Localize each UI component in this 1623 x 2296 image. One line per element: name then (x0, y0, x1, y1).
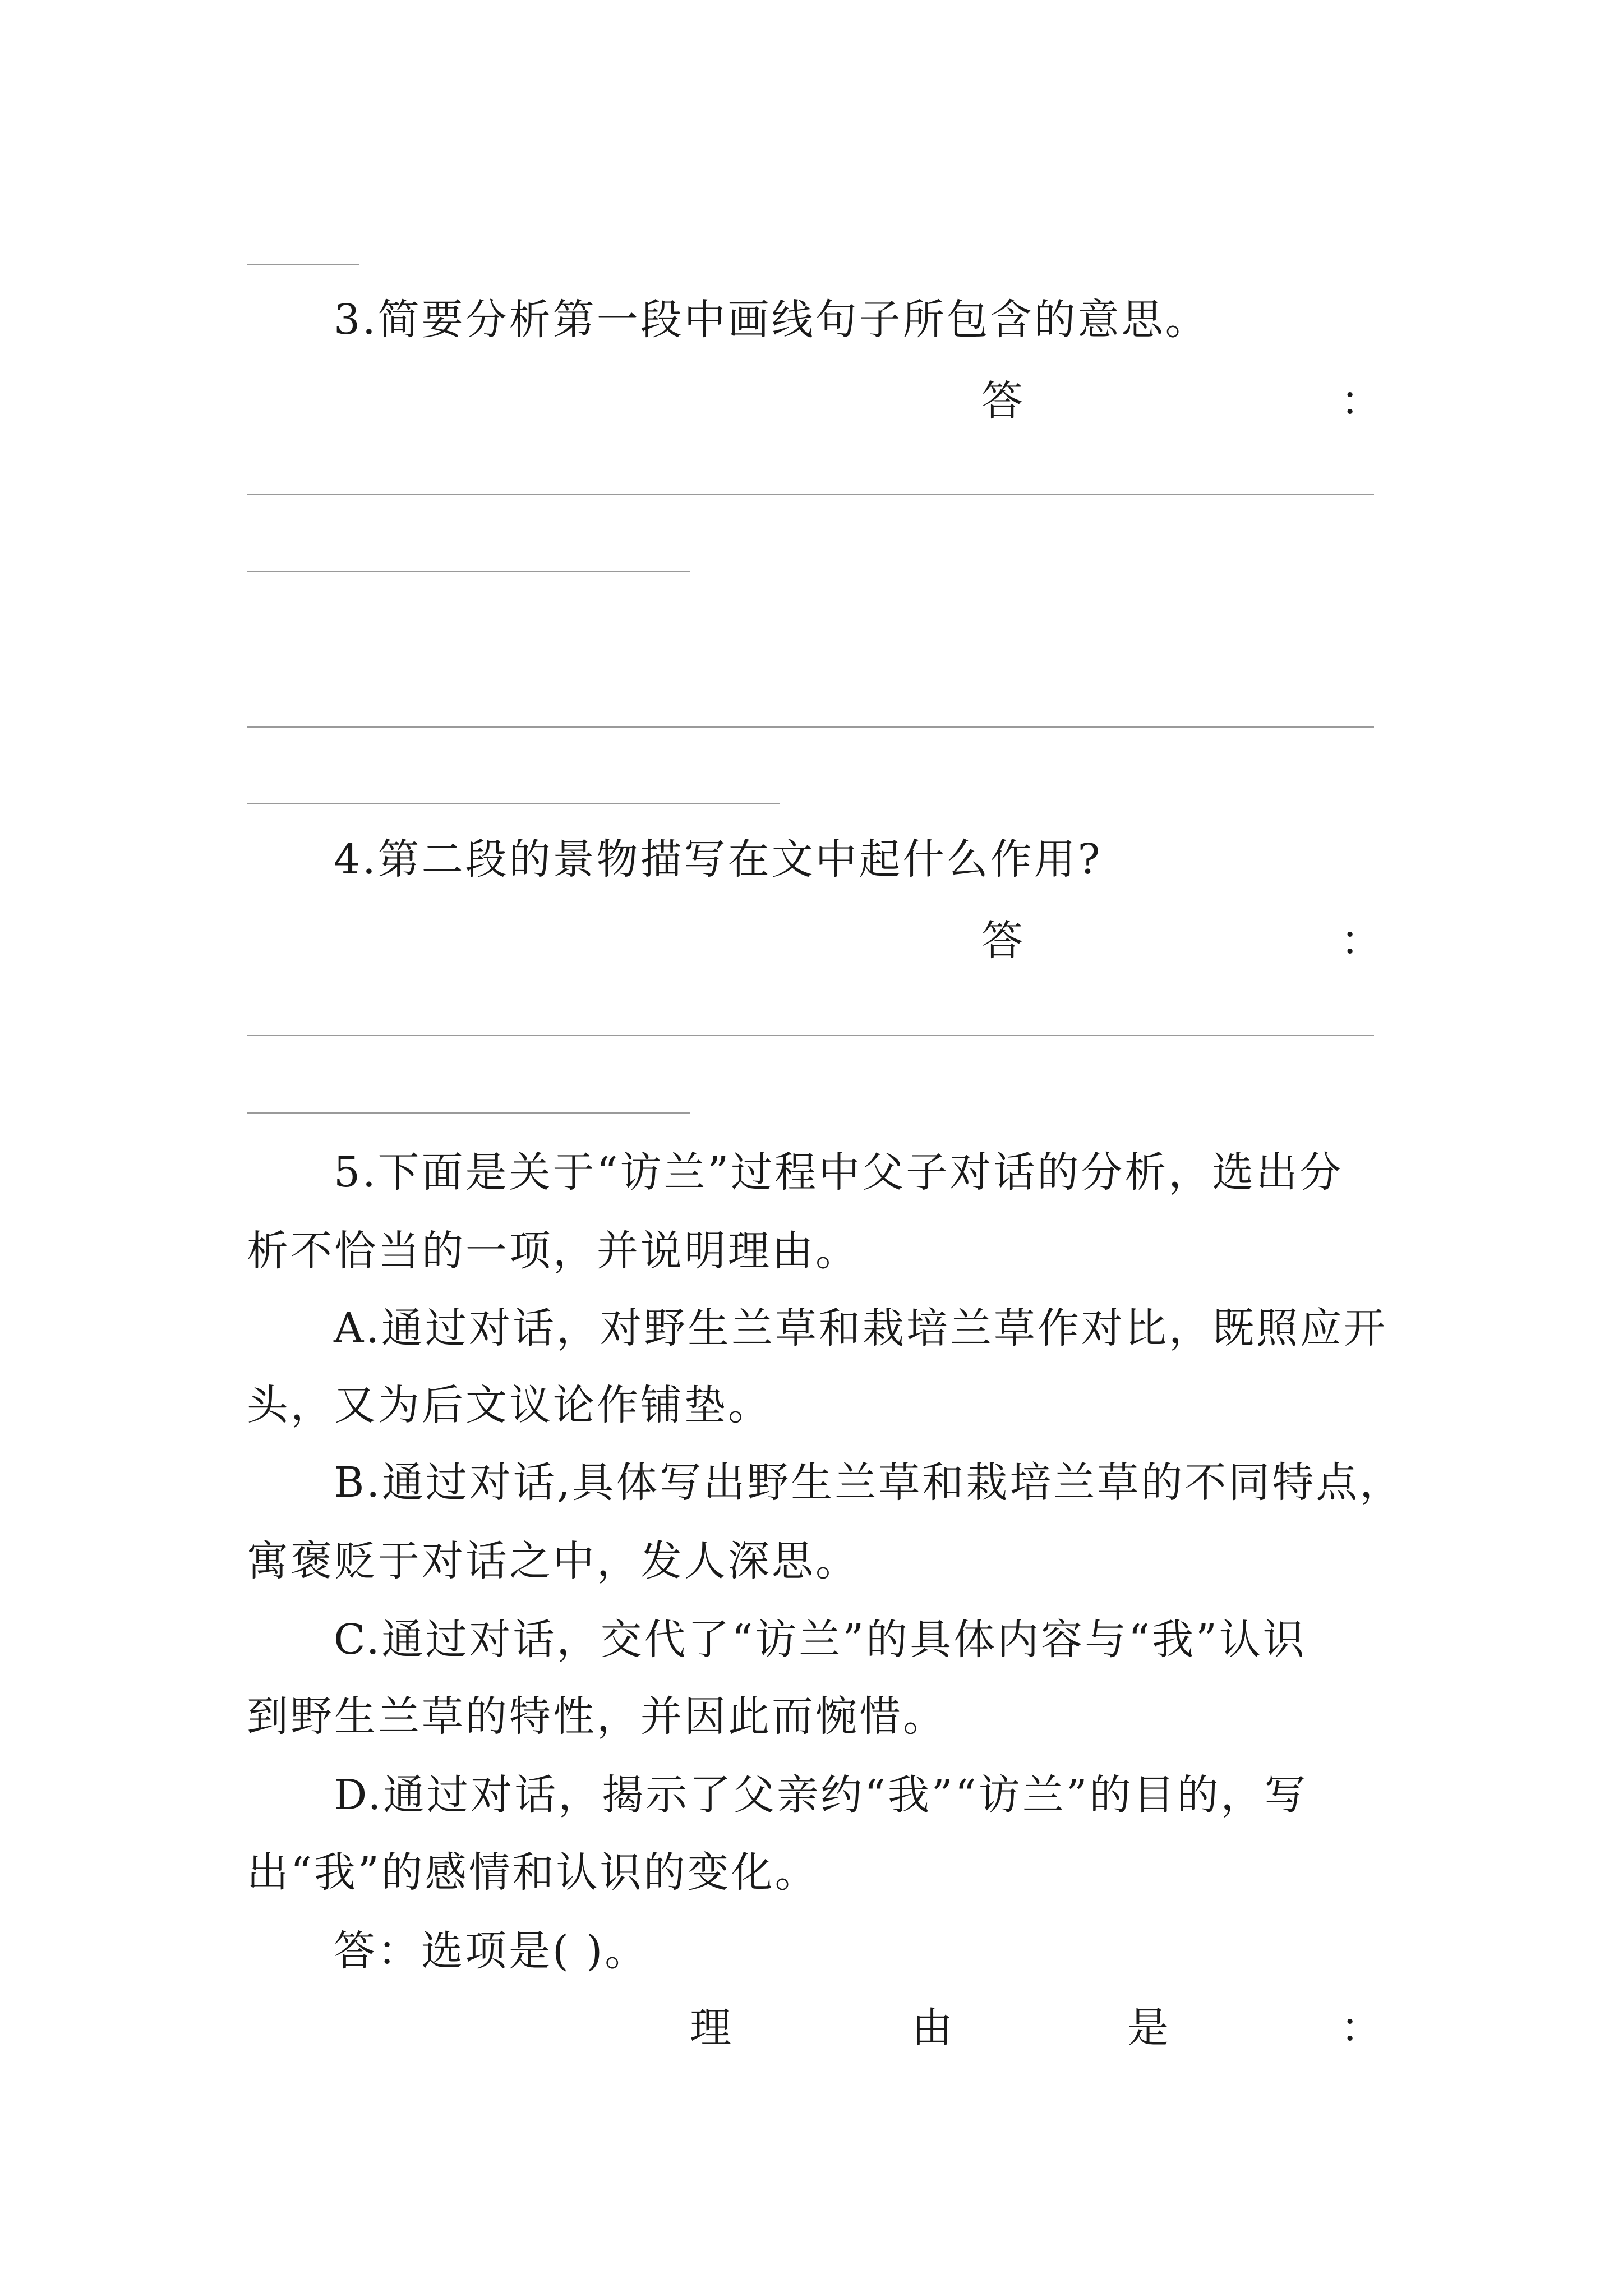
answer-line-3d[interactable] (247, 803, 780, 804)
option-d-line2: 出“我”的感情和认识的变化。 (247, 1848, 819, 1897)
question-5-stem-line1: 5.下面是关于“访兰”过程中父子对话的分析，选出分 (334, 1148, 1344, 1197)
answer-line-3b[interactable] (247, 571, 690, 572)
answer-line-3a[interactable] (247, 494, 1374, 495)
answer-line-3c[interactable] (247, 726, 1374, 728)
answer-choice[interactable]: 答：选项是( )。 (334, 1927, 649, 1975)
option-b-line1: B.通过对话,具体写出野生兰草和栽培兰草的不同特点， (334, 1458, 1404, 1507)
answer-line-4a[interactable] (247, 1035, 1374, 1036)
question-4: 4.第二段的景物描写在文中起什么作用? (334, 835, 1103, 884)
reason-char-1: 理 (690, 2004, 731, 2052)
option-b-line2: 寓褒贬于对话之中，发人深思。 (247, 1537, 859, 1585)
answer-line-top (247, 264, 359, 265)
reason-char-3: 是 (1127, 2004, 1169, 2052)
answer-line-4b[interactable] (247, 1112, 690, 1114)
option-a-line2: 头，又为后文议论作铺垫。 (247, 1381, 772, 1429)
option-a-line1: A.通过对话，对野生兰草和栽培兰草作对比，既照应开 (334, 1304, 1387, 1352)
option-d-line1: D.通过对话，揭示了父亲约“我”“访兰”的目的，写 (334, 1771, 1308, 1819)
reason-char-2: 由 (911, 2004, 953, 2052)
answer-label-4: 答 (981, 917, 1023, 965)
answer-colon-4: ： (1340, 917, 1382, 965)
question-3: 3.简要分析第一段中画线句子所包含的意思。 (334, 296, 1209, 344)
answer-colon-3: ： (1340, 377, 1382, 425)
option-c-line2: 到野生兰草的特性，并因此而惋惜。 (247, 1692, 947, 1741)
answer-label-3: 答 (981, 377, 1023, 425)
reason-colon: ： (1340, 2004, 1382, 2052)
question-5-stem-line2: 析不恰当的一项，并说明理由。 (247, 1227, 859, 1275)
option-c-line1: C.通过对话，交代了“访兰”的具体内容与“我”认识 (334, 1616, 1307, 1664)
